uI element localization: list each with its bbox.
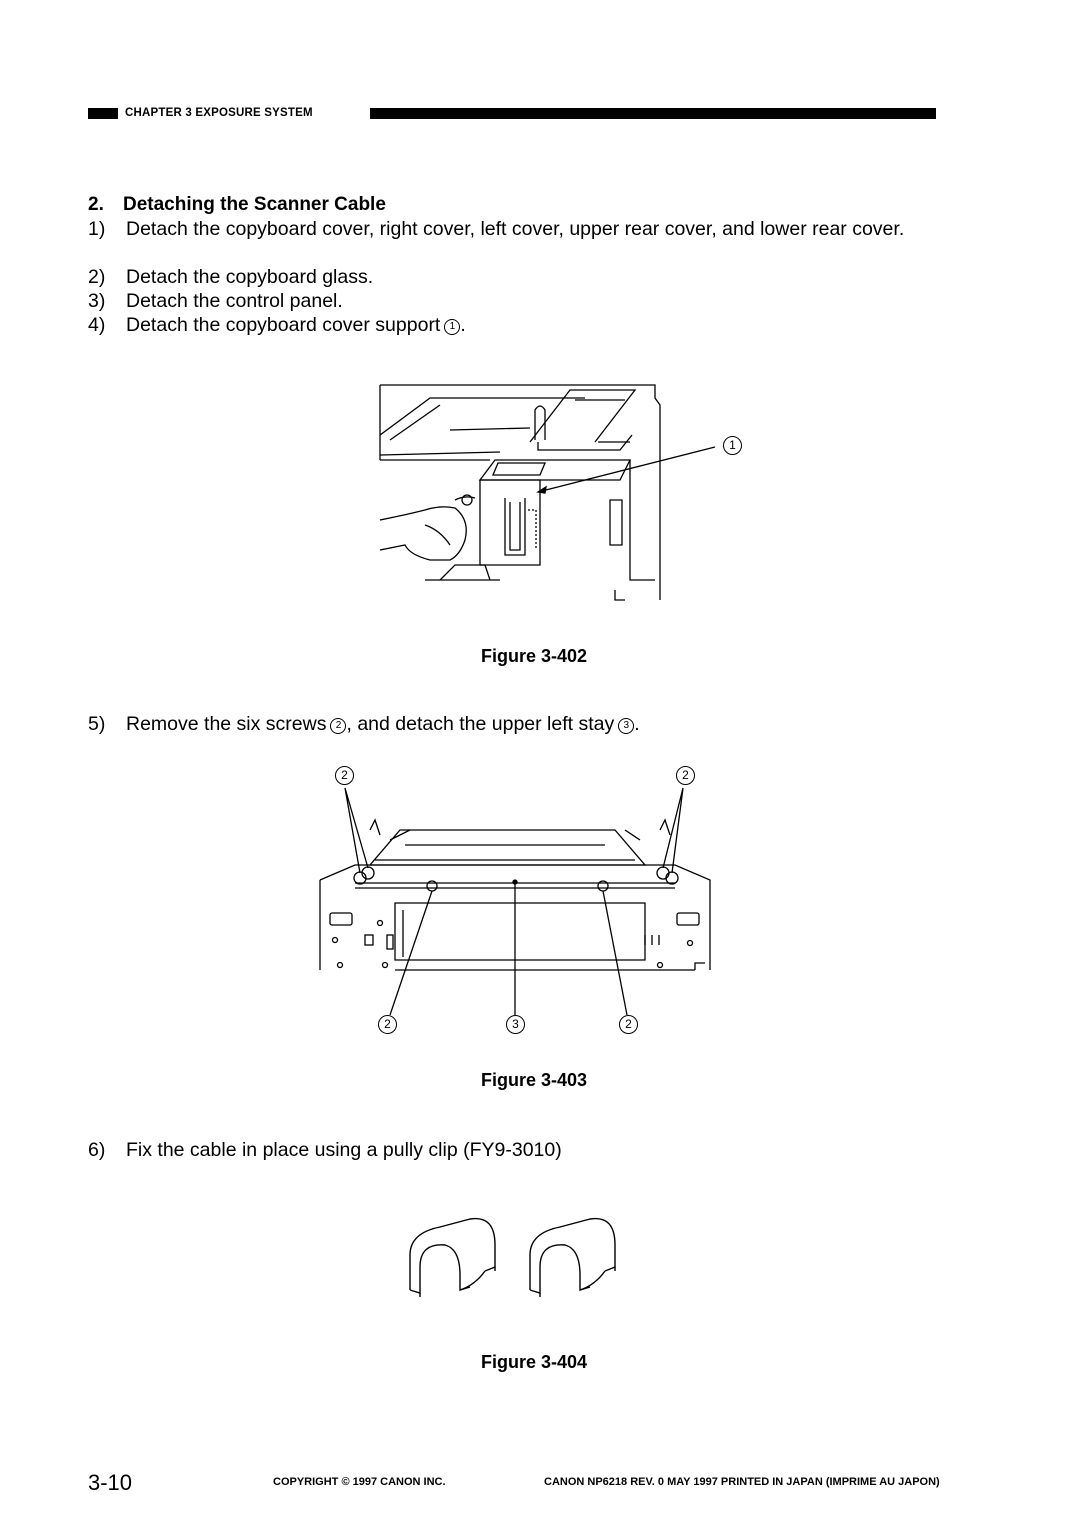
step-text: Detach the control panel. — [126, 290, 343, 312]
pully-clip-right — [530, 1219, 615, 1297]
step-1 — [88, 217, 948, 265]
screw — [666, 872, 678, 884]
step-3 — [88, 289, 948, 313]
callout-marker: 1 — [444, 319, 460, 335]
callout-2-top-right: 2 — [676, 766, 695, 785]
step-number: 6) — [88, 1139, 106, 1161]
header-marker-block — [88, 108, 118, 119]
leader-line — [390, 891, 432, 1015]
callout-1: 1 — [723, 436, 742, 455]
screw — [657, 867, 669, 879]
leader-line — [538, 447, 715, 492]
step-suffix: . — [634, 713, 640, 735]
section-title — [88, 194, 386, 216]
callout-2-bottom-left: 2 — [378, 1015, 397, 1034]
step-text-line — [126, 313, 941, 337]
step-text-line — [126, 712, 941, 736]
callout-marker: 2 — [330, 718, 346, 734]
leader-line — [603, 891, 627, 1015]
step-number: 2) — [88, 266, 106, 288]
step-text: Detach the copyboard cover support — [126, 314, 441, 336]
figure-404-illustration — [400, 1215, 625, 1305]
footer-document-info: CANON NP6218 REV. 0 MAY 1997 PRINTED IN JAPAN (IMPRIME AU JAPON) — [544, 1476, 940, 1488]
step-suffix: . — [460, 314, 466, 336]
step-2 — [88, 265, 948, 289]
step-text: Detach the copyboard glass. — [126, 266, 374, 288]
step-4 — [88, 313, 948, 337]
figure-caption: Figure 3-404 — [481, 1352, 588, 1372]
callout-marker: 3 — [618, 718, 634, 734]
step-text: Remove the six screws — [126, 713, 327, 735]
callout-2-bottom-right: 2 — [619, 1015, 638, 1034]
step-number: 3) — [88, 290, 106, 312]
figure-403-illustration — [315, 785, 725, 1015]
step-number: 1) — [88, 218, 106, 240]
callout-3: 3 — [506, 1015, 525, 1034]
figure-caption: Figure 3-402 — [481, 646, 588, 666]
header-rule-bar — [370, 108, 936, 119]
chapter-header: CHAPTER 3 EXPOSURE SYSTEM — [125, 107, 313, 119]
step-number: 5) — [88, 713, 106, 735]
figure-402-illustration — [370, 380, 770, 605]
step-number: 4) — [88, 314, 106, 336]
leader-line — [663, 788, 683, 873]
leader-line — [345, 788, 368, 873]
page-number: 3-10 — [88, 1470, 133, 1495]
step-text: Fix the cable in place using a pully clip (FY9-3010) — [126, 1139, 562, 1161]
section-number: 2. — [88, 194, 104, 215]
step-5 — [88, 712, 948, 736]
footer-copyright: COPYRIGHT © 1997 CANON INC. — [273, 1476, 446, 1488]
callout-2-top-left: 2 — [335, 766, 354, 785]
step-text: Detach the copyboard cover, right cover, left cover, upper rear cover, and lower rear cover. — [126, 218, 905, 240]
section-title-text: Detaching the Scanner Cable — [123, 194, 386, 215]
step-6 — [88, 1138, 948, 1162]
pully-clip-left — [410, 1219, 495, 1297]
figure-caption: Figure 3-403 — [481, 1070, 588, 1090]
step-text: , and detach the upper left stay — [346, 713, 615, 735]
